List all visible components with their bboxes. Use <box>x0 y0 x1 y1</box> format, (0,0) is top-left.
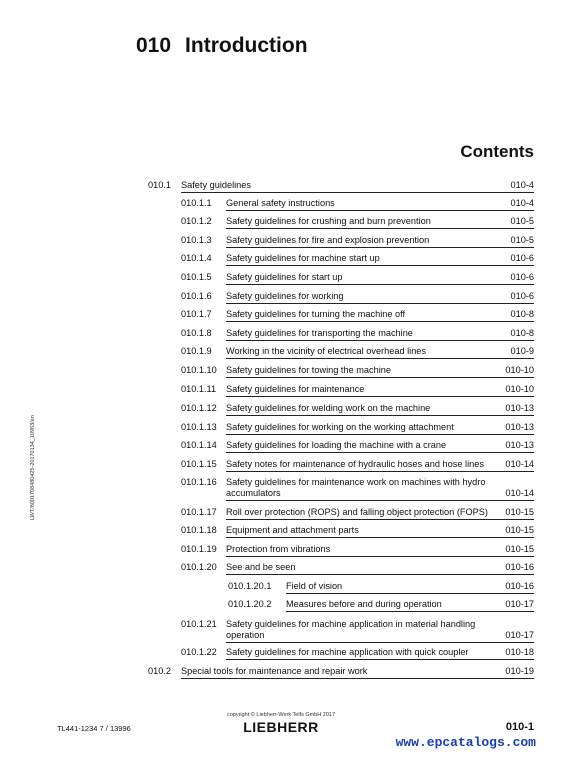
toc-entry-number: 010.1.5 <box>181 272 212 282</box>
toc-entry-number: 010.1.9 <box>181 346 212 356</box>
toc-entry-page: 010-6 <box>510 272 534 282</box>
toc-entry-number: 010.1.17 <box>181 507 217 517</box>
side-document-code: LWT/8001708480425-20170134_10963/en <box>30 415 36 520</box>
toc-entry-title: Safety guidelines for working <box>226 291 534 304</box>
toc-entry[interactable] <box>148 459 534 472</box>
toc-entry-number: 010.1.21 <box>181 619 217 629</box>
toc-entry-number: 010.1.8 <box>181 328 212 338</box>
toc-entry-page: 010-13 <box>505 403 534 413</box>
toc-entry[interactable] <box>148 422 534 435</box>
toc-entry-page: 010-8 <box>510 309 534 319</box>
toc-entry[interactable] <box>148 581 534 594</box>
copyright-notice: copyright © Liebherr-Werk Telfs GmbH 2017 <box>226 712 336 718</box>
toc-entry-page: 010-6 <box>510 291 534 301</box>
toc-entry[interactable] <box>148 477 534 501</box>
toc-entry-number: 010.1.1 <box>181 198 212 208</box>
toc-entry-title: Safety guidelines for machine application in material handling operation <box>226 619 534 643</box>
toc-entry-number: 010.1.10 <box>181 365 217 375</box>
page-number: 010-1 <box>505 721 534 733</box>
toc-entry[interactable] <box>148 198 534 211</box>
toc-entry[interactable] <box>148 309 534 322</box>
toc-entry-title: Roll over protection (ROPS) and falling object protection (FOPS) <box>226 507 534 520</box>
toc-entry[interactable] <box>148 562 534 575</box>
toc-entry[interactable] <box>148 346 534 359</box>
toc-entry[interactable] <box>148 525 534 538</box>
watermark-link[interactable]: www.epcatalogs.com <box>395 735 536 750</box>
toc-entry-number: 010.1.4 <box>181 253 212 263</box>
toc-entry-page: 010-15 <box>505 525 534 535</box>
toc-entry-page: 010-10 <box>505 365 534 375</box>
toc-entry-title: Equipment and attachment parts <box>226 525 534 538</box>
toc-entry-title: Safety guidelines for towing the machine <box>226 365 534 378</box>
toc-entry-title: Measures before and during operation <box>286 599 534 612</box>
toc-entry-title: Safety guidelines for fire and explosion prevention <box>226 235 534 248</box>
toc-entry-title: Safety guidelines for machine start up <box>226 253 534 266</box>
toc-entry-page: 010-4 <box>510 180 534 190</box>
toc-entry-number: 010.2 <box>148 666 171 676</box>
liebherr-logo: LIEBHERR <box>243 719 319 735</box>
toc-entry[interactable] <box>148 599 534 612</box>
toc-entry-title: Safety guidelines for working on the working attachment <box>226 422 534 435</box>
toc-entry[interactable] <box>148 619 534 643</box>
toc-entry-title: Safety guidelines for loading the machine with a crane <box>226 440 534 453</box>
toc-entry-title: See and be seen <box>226 562 534 575</box>
toc-entry-number: 010.1.11 <box>181 384 217 394</box>
toc-entry-page: 010-15 <box>505 507 534 517</box>
toc-entry[interactable] <box>148 365 534 378</box>
toc-entry[interactable] <box>148 291 534 304</box>
toc-entry-title: Special tools for maintenance and repair work <box>181 666 534 679</box>
toc-entry-page: 010-13 <box>505 422 534 432</box>
toc-entry-page: 010-17 <box>505 630 534 640</box>
toc-entry-number: 010.1.20.2 <box>228 599 272 609</box>
toc-entry[interactable] <box>148 216 534 229</box>
toc-entry-title: Safety guidelines for turning the machine off <box>226 309 534 322</box>
toc-entry[interactable] <box>148 666 534 679</box>
toc-entry-title: Safety notes for maintenance of hydraulic hoses and hose lines <box>226 459 534 472</box>
toc-entry-title: Protection from vibrations <box>226 544 534 557</box>
chapter-heading <box>136 34 308 58</box>
toc-entry-page: 010-14 <box>505 459 534 469</box>
toc-entry-number: 010.1.19 <box>181 544 217 554</box>
toc-entry-page: 010-5 <box>510 216 534 226</box>
footer-document-code: TL441-1234 7 / 13996 <box>57 724 131 733</box>
toc-entry[interactable] <box>148 647 534 660</box>
toc-entry-page: 010-10 <box>505 384 534 394</box>
toc-entry-number: 010.1.20 <box>181 562 217 572</box>
toc-entry-number: 010.1.20.1 <box>228 581 272 591</box>
toc-entry[interactable] <box>148 544 534 557</box>
toc-entry[interactable] <box>148 272 534 285</box>
toc-entry-page: 010-14 <box>505 488 534 498</box>
toc-entry-title: Working in the vicinity of electrical overhead lines <box>226 346 534 359</box>
toc-entry[interactable] <box>148 328 534 341</box>
chapter-title: Introduction <box>185 34 308 57</box>
toc-entry-page: 010-16 <box>505 562 534 572</box>
toc-entry-page: 010-17 <box>505 599 534 609</box>
toc-entry-title: General safety instructions <box>226 198 534 211</box>
toc-entry-number: 010.1.6 <box>181 291 212 301</box>
toc-entry-number: 010.1.14 <box>181 440 217 450</box>
toc-entry-number: 010.1.2 <box>181 216 212 226</box>
toc-entry[interactable] <box>148 384 534 397</box>
toc-entry-number: 010.1.13 <box>181 422 217 432</box>
toc-entry-page: 010-4 <box>510 198 534 208</box>
toc-entry-page: 010-5 <box>510 235 534 245</box>
toc-entry-title: Safety guidelines for crushing and burn prevention <box>226 216 534 229</box>
toc-entry-title: Safety guidelines for transporting the machine <box>226 328 534 341</box>
toc-entry-number: 010.1.7 <box>181 309 212 319</box>
toc-entry-title: Safety guidelines for machine application with quick coupler <box>226 647 534 660</box>
toc-entry-page: 010-9 <box>510 346 534 356</box>
toc-entry-number: 010.1.22 <box>181 647 217 657</box>
toc-entry[interactable] <box>148 507 534 520</box>
toc-entry-page: 010-6 <box>510 253 534 263</box>
toc-entry-title: Field of vision <box>286 581 534 594</box>
toc-entry-page: 010-13 <box>505 440 534 450</box>
toc-entry-number: 010.1.18 <box>181 525 217 535</box>
toc-entry-title: Safety guidelines for welding work on the machine <box>226 403 534 416</box>
toc-entry[interactable] <box>148 253 534 266</box>
toc-entry-number: 010.1 <box>148 180 171 190</box>
toc-entry-title: Safety guidelines for start up <box>226 272 534 285</box>
toc-entry-title: Safety guidelines for maintenance <box>226 384 534 397</box>
toc-entry[interactable] <box>148 403 534 416</box>
toc-entry[interactable] <box>148 180 534 193</box>
toc-entry-number: 010.1.16 <box>181 477 217 487</box>
contents-heading: Contents <box>460 142 534 161</box>
toc-entry-page: 010-16 <box>505 581 534 591</box>
toc-entry-title: Safety guidelines <box>181 180 534 193</box>
toc-entry-page: 010-8 <box>510 328 534 338</box>
toc-entry-title: Safety guidelines for maintenance work on machines with hydro accumulators <box>226 477 534 501</box>
toc-entry-page: 010-19 <box>505 666 534 676</box>
toc-entry-number: 010.1.12 <box>181 403 217 413</box>
toc-entry-page: 010-15 <box>505 544 534 554</box>
toc-entry-number: 010.1.3 <box>181 235 212 245</box>
toc-entry[interactable] <box>148 440 534 453</box>
toc-entry-page: 010-18 <box>505 647 534 657</box>
toc-entry[interactable] <box>148 235 534 248</box>
toc-entry-number: 010.1.15 <box>181 459 217 469</box>
chapter-number: 010 <box>136 34 172 57</box>
